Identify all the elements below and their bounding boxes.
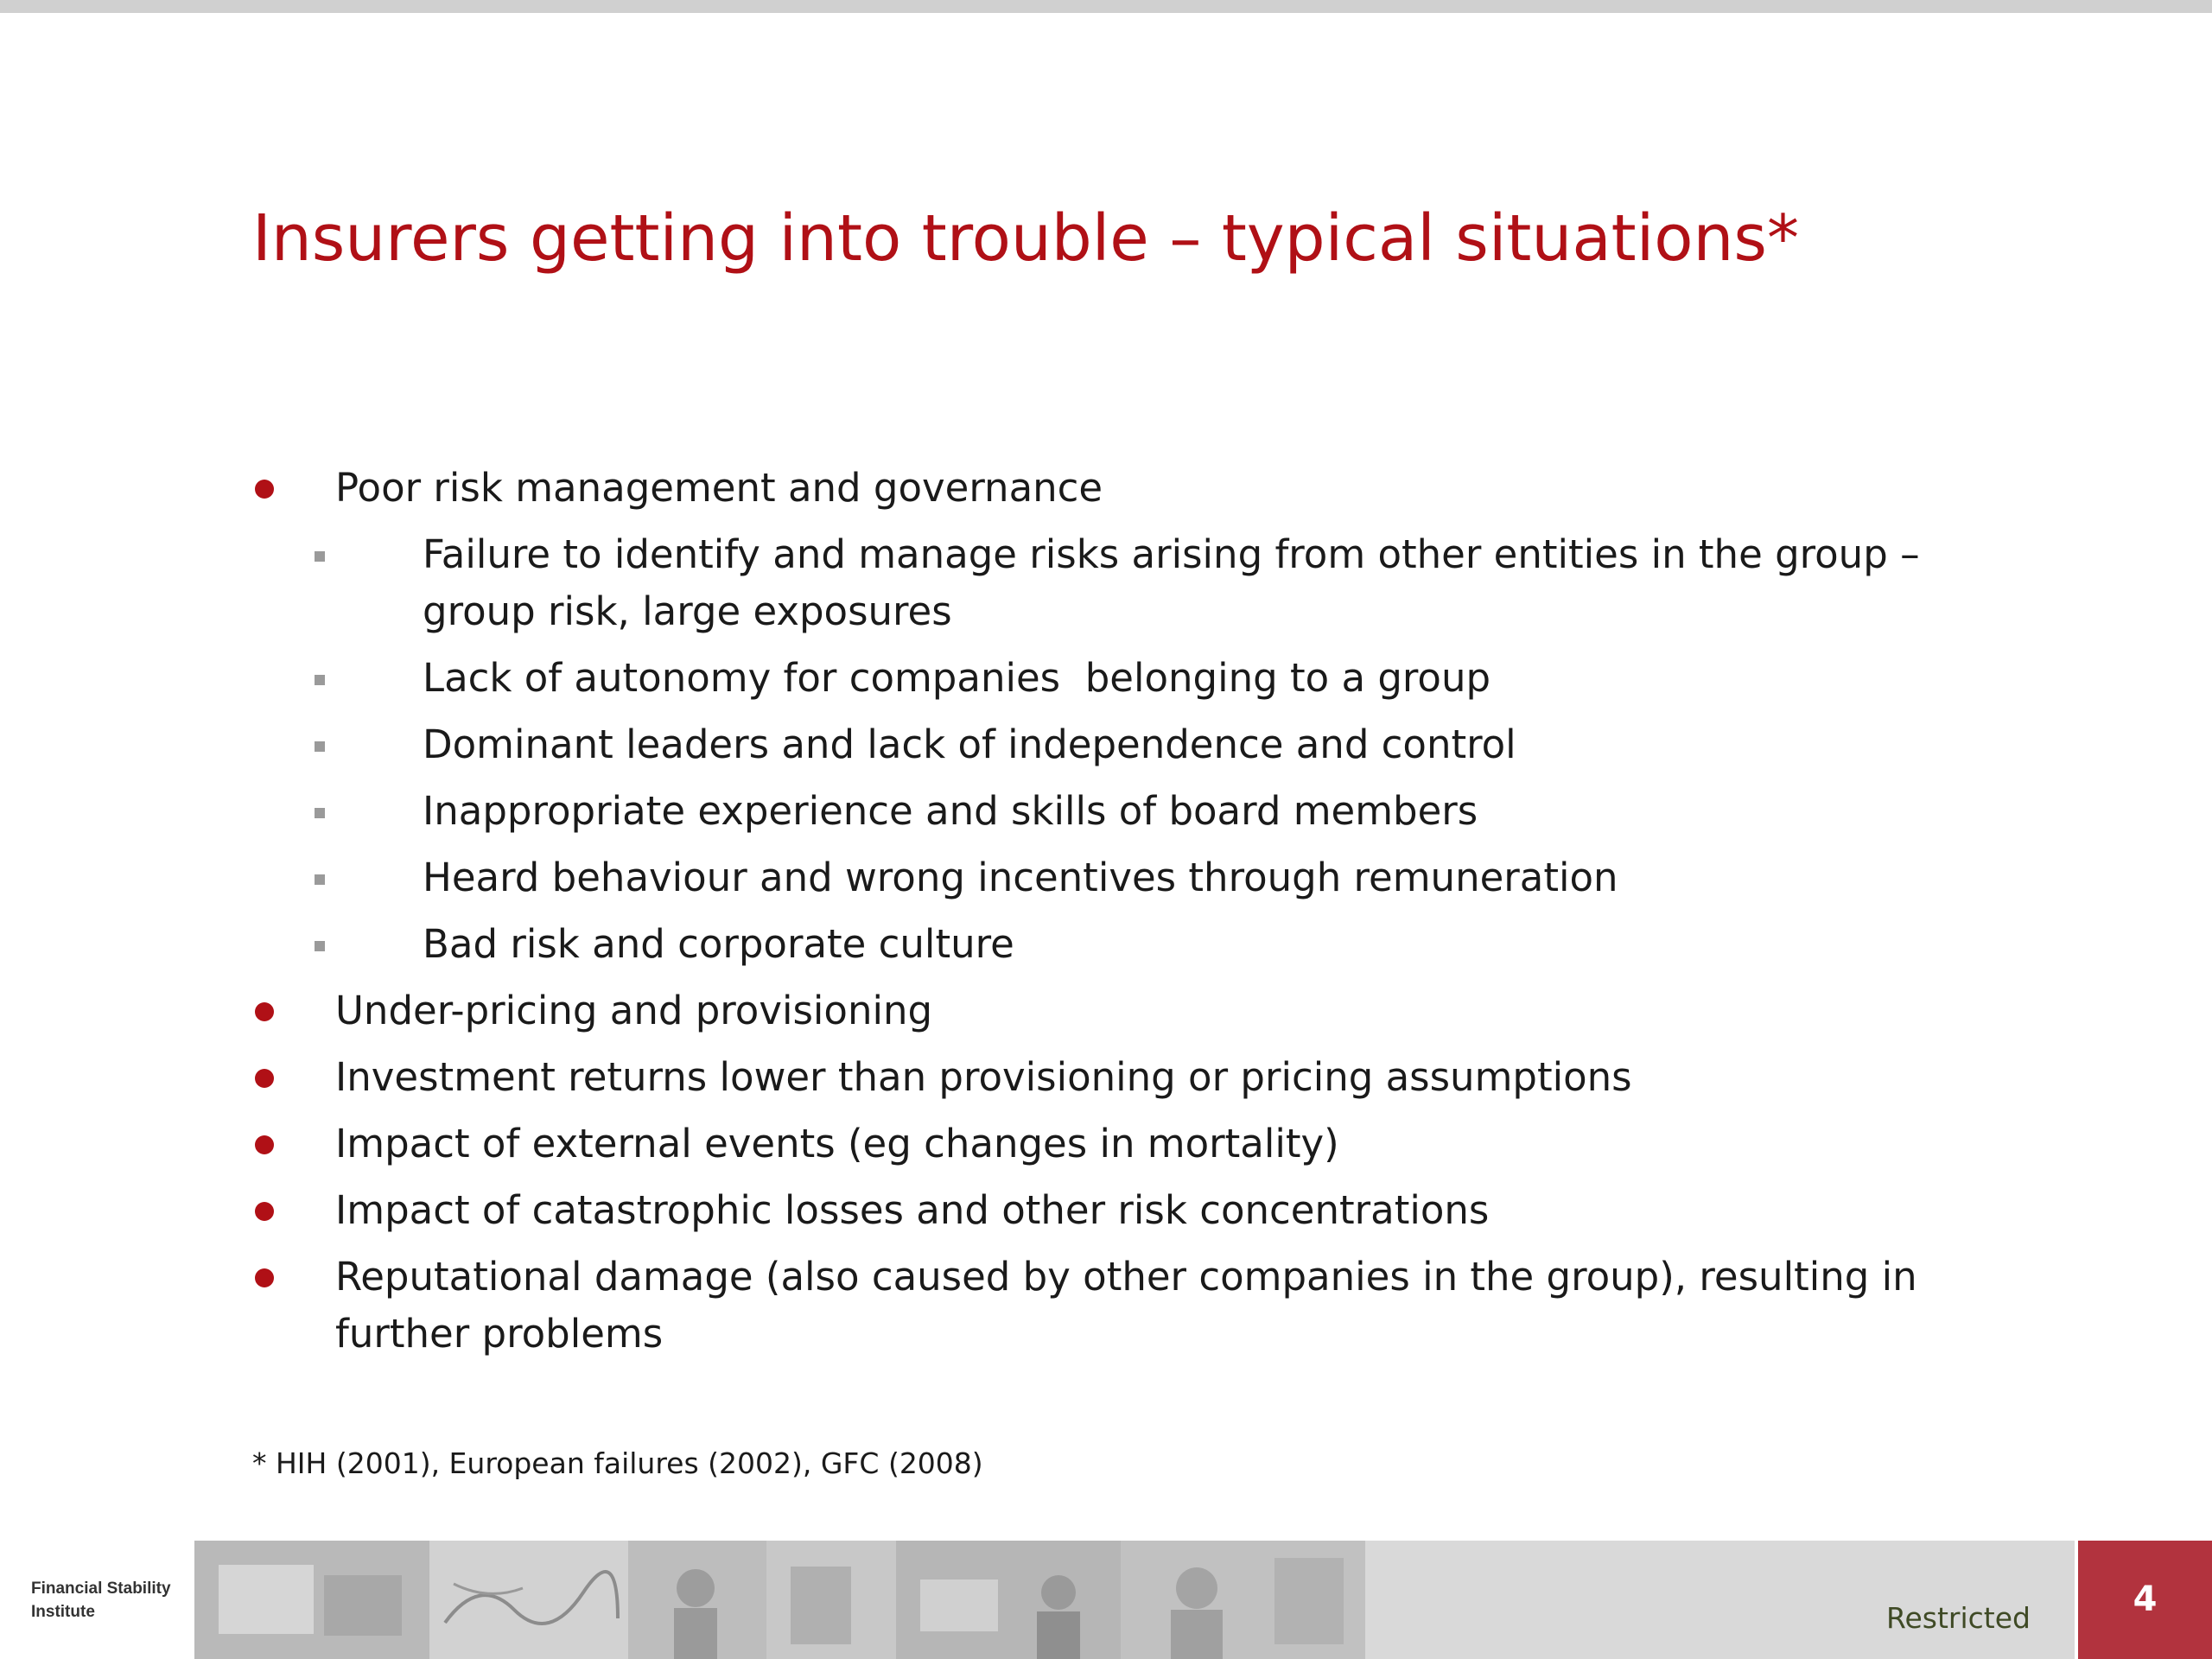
sub-bullet-item xyxy=(325,849,2032,906)
red-bullet-icon xyxy=(255,1002,274,1021)
red-bullet-icon xyxy=(255,1135,274,1154)
bullet-text: Poor risk management and governance xyxy=(335,465,1103,511)
bullet-item xyxy=(252,1249,2032,1363)
square-bullet-icon xyxy=(315,808,325,818)
bullet-text: Reputational damage (also caused by other companies in the group), resulting in further problems xyxy=(335,1254,1917,1357)
square-bullet-icon xyxy=(315,741,325,752)
sub-bullet-item xyxy=(325,783,2032,840)
sub-bullet-text: Lack of autonomy for companies belonging to a group xyxy=(423,655,1491,701)
main-bullet-list xyxy=(252,460,2032,1363)
square-bullet-icon xyxy=(315,675,325,685)
classification-label: Restricted xyxy=(1886,1601,2031,1635)
bullet-text: Under-pricing and provisioning xyxy=(335,988,933,1033)
square-bullet-icon xyxy=(315,874,325,885)
bullet-item xyxy=(252,1116,2032,1173)
sub-bullet-text: Inappropriate experience and skills of board members xyxy=(423,788,1478,834)
top-border-bar xyxy=(0,0,2212,13)
sub-bullet-item xyxy=(325,716,2032,773)
footer-band xyxy=(0,1541,2212,1659)
fsi-logo xyxy=(0,1541,194,1659)
bullet-text: Impact of catastrophic losses and other risk concentrations xyxy=(335,1187,1490,1233)
square-bullet-icon xyxy=(315,941,325,951)
footnote: * HIH (2001), European failures (2002), GFC (2008) xyxy=(252,1446,983,1480)
square-bullet-icon xyxy=(315,551,325,562)
sub-bullet-text: Heard behaviour and wrong incentives through remuneration xyxy=(423,855,1618,900)
red-bullet-icon xyxy=(255,480,274,499)
red-bullet-icon xyxy=(255,1268,274,1287)
photo-collage-image xyxy=(194,1541,1365,1659)
bullet-item xyxy=(252,1182,2032,1239)
bullet-item xyxy=(252,1049,2032,1106)
bullet-content xyxy=(252,460,2032,1372)
slide-title: Insurers getting into trouble – typical situations* xyxy=(252,201,1799,276)
sub-bullet-item xyxy=(325,916,2032,973)
logo-text-line2: Institute xyxy=(31,1603,95,1621)
red-bullet-icon xyxy=(255,1069,274,1088)
bullet-item xyxy=(252,982,2032,1039)
sub-bullet-item xyxy=(325,650,2032,707)
bullet-text: Impact of external events (eg changes in mortality) xyxy=(335,1121,1339,1166)
sub-bullet-list xyxy=(335,526,2032,973)
logo-text-line1: Financial Stability xyxy=(31,1580,171,1598)
page-number-badge: 4 xyxy=(2075,1541,2212,1659)
sub-bullet-item xyxy=(325,526,2032,640)
footer-photo-collage xyxy=(194,1541,1365,1659)
bullet-text: Investment returns lower than provisioning or pricing assumptions xyxy=(335,1054,1632,1100)
sub-bullet-text: Dominant leaders and lack of independence and control xyxy=(423,721,1516,767)
red-bullet-icon xyxy=(255,1202,274,1221)
bullet-item xyxy=(252,460,2032,973)
sub-bullet-text: Bad risk and corporate culture xyxy=(423,921,1014,967)
sub-bullet-text: Failure to identify and manage risks arising from other entities in the group – group risk, large exposures xyxy=(423,531,1920,634)
